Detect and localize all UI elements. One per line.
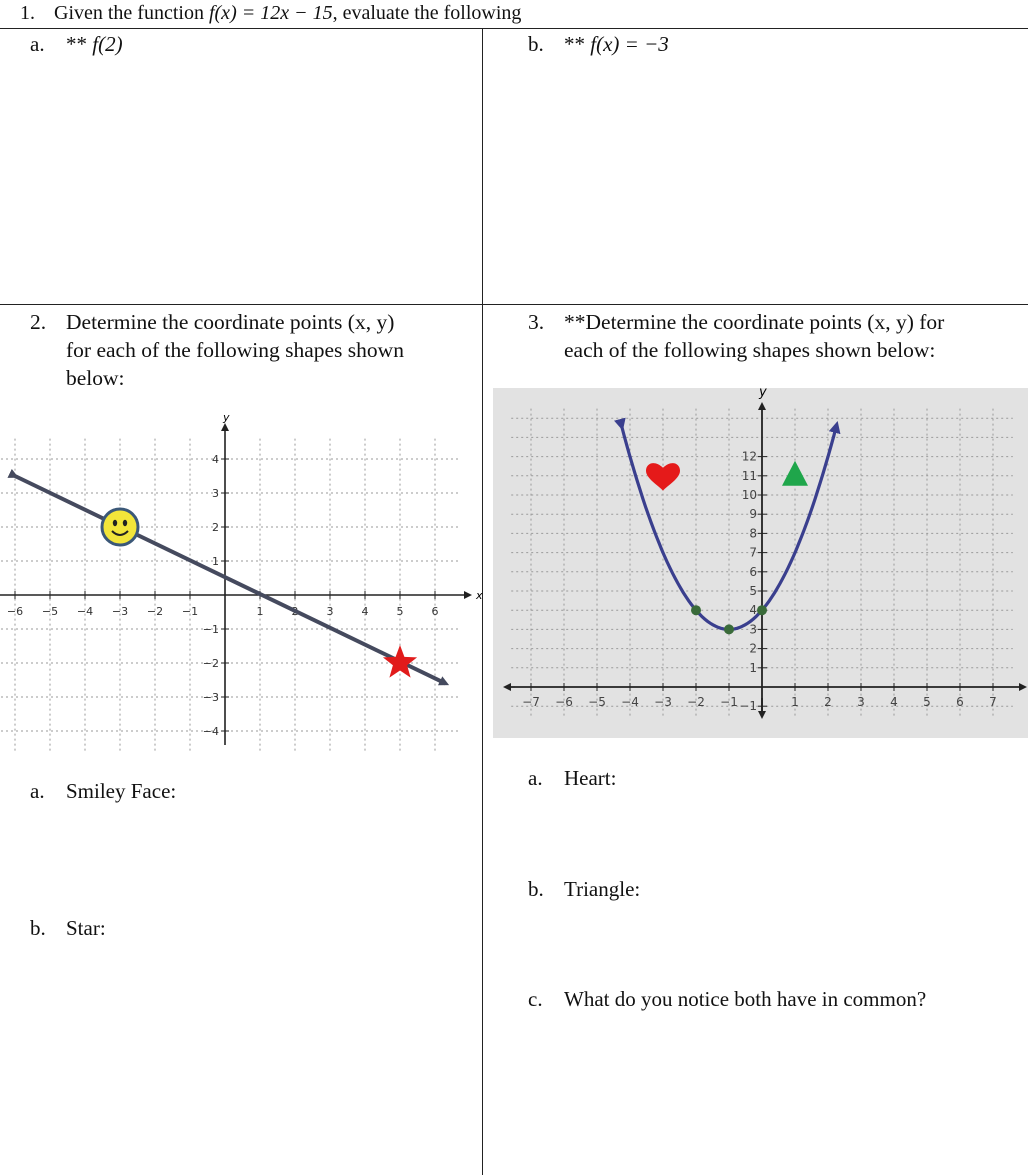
q3-x-tick-label: −4: [621, 695, 639, 709]
q1-part-b-prefix: **: [564, 32, 585, 56]
q3-y-tick-label: 2: [749, 641, 757, 656]
q3-graph: [493, 385, 1028, 738]
q3-x-tick-label: −3: [654, 695, 672, 709]
q3-y-tick-label: 12: [741, 449, 757, 464]
q2-x-tick-label: −4: [76, 605, 94, 618]
q2-part-b: [30, 916, 106, 941]
q2-x-tick-label: −2: [146, 605, 164, 618]
q2-y-tick-label: −3: [202, 691, 219, 704]
q3-x-tick-label: 4: [890, 695, 898, 709]
q2-y-tick-label: 2: [212, 521, 219, 534]
q2-y-tick-label: −1: [202, 623, 219, 636]
q2-part-b-label: b.: [30, 916, 46, 940]
q2-x-tick-label: 5: [396, 605, 404, 618]
q3-part-a-label: a.: [528, 766, 543, 790]
q3-x-tick-label: 3: [857, 695, 865, 709]
q2-x-tick-label: −5: [41, 605, 59, 618]
q3-x-tick-label: −5: [588, 695, 606, 709]
q1-part-a-math: f(2): [92, 32, 123, 56]
q2-text-line-2: for each of the following shapes shown: [66, 338, 404, 362]
q1-part-a: [30, 32, 123, 57]
q3-part-b-text: Triangle:: [564, 877, 641, 901]
q1-part-b-math: f(x) = −3: [590, 32, 669, 56]
q1-part-b: [528, 32, 669, 57]
q2-linear-function: [15, 476, 446, 683]
q3-x-tick-label: 5: [923, 695, 931, 709]
q2-y-tick-label: −2: [202, 657, 219, 670]
q3-x-tick-label: −1: [720, 695, 738, 709]
q3-y-tick-label: 10: [741, 488, 757, 502]
q2-x-tick-label: 1: [256, 605, 264, 618]
q2-x-tick-label: −1: [181, 605, 199, 618]
q3-number: 3.: [528, 310, 545, 334]
q3-x-tick-label: 2: [824, 695, 832, 709]
q3-part-a: [528, 766, 616, 791]
q1-title-prefix: Given the function: [54, 2, 209, 24]
q2-y-tick-label: 1: [212, 555, 219, 568]
q3-y-tick-label: 11: [741, 468, 757, 483]
q3-text-line-2: each of the following shapes shown below:: [564, 338, 936, 362]
q1-part-a-prefix: **: [66, 32, 87, 56]
q1-part-a-label: a.: [30, 32, 45, 56]
q2-number: 2.: [30, 310, 47, 334]
q3-text-line-1: **Determine the coordinate points (x, y) for: [564, 310, 945, 334]
q3-y-tick-label: −1: [739, 699, 757, 714]
q3-y-tick-label: 1: [749, 660, 757, 675]
q3-y-tick-label: 5: [749, 584, 757, 598]
q3-plotted-point: [691, 605, 701, 615]
q3-x-tick-label: −7: [522, 695, 540, 709]
smiley-face-icon: [102, 509, 138, 545]
q1-header-rule: [0, 28, 1028, 29]
q3-part-c-label: c.: [528, 987, 543, 1011]
q2-x-tick-label: −6: [6, 605, 24, 618]
q2-part-b-text: Star:: [66, 916, 106, 940]
q2-part-a-text: Smiley Face:: [66, 779, 177, 803]
q3-y-tick-label: 9: [749, 507, 757, 522]
q2-y-axis-label: y: [223, 411, 230, 424]
q2-text-line-1: Determine the coordinate points (x, y): [66, 310, 395, 334]
q2-x-tick-label: 4: [361, 605, 369, 618]
q2-prompt: [30, 308, 470, 392]
q3-x-tick-label: −6: [555, 695, 573, 709]
q2-x-axis-label: x: [476, 589, 483, 602]
q3-graph-background: [493, 388, 1028, 738]
q3-y-tick-label: 6: [749, 564, 757, 579]
q3-x-tick-label: 1: [791, 695, 799, 709]
q3-plotted-point: [757, 605, 767, 615]
q2-x-tick-label: 6: [431, 605, 439, 618]
q3-part-b-label: b.: [528, 877, 544, 901]
q2-text-line-3: below:: [66, 366, 125, 390]
q2-part-a-label: a.: [30, 779, 45, 803]
q3-y-tick-label: 7: [749, 545, 757, 560]
q2-y-tick-label: −4: [202, 725, 219, 738]
q3-plotted-point: [724, 624, 734, 634]
q1-function-math: f(x) = 12x − 15: [208, 2, 333, 24]
q2-y-tick-label: 4: [212, 453, 219, 466]
q1-bottom-rule: [0, 304, 1028, 305]
q3-x-tick-label: 7: [989, 695, 997, 709]
q2-x-tick-label: −3: [111, 605, 129, 618]
q3-y-tick-label: 8: [749, 526, 757, 541]
q2-y-tick-label: 3: [212, 487, 219, 500]
q2-x-tick-label: 3: [326, 605, 334, 618]
q3-x-tick-label: 6: [956, 695, 964, 709]
q2-part-a: [30, 779, 176, 804]
q3-part-b: [528, 877, 640, 902]
q1-title-suffix: , evaluate the following: [332, 2, 522, 24]
q3-prompt: [528, 308, 1023, 364]
q3-part-c: [528, 987, 926, 1012]
q2-graph: [0, 405, 483, 750]
q3-y-tick-label: 4: [749, 603, 757, 618]
q3-x-tick-label: −2: [687, 695, 705, 709]
q1-part-b-label: b.: [528, 32, 544, 56]
q1-title: [20, 2, 521, 25]
star-icon: [383, 645, 417, 678]
q3-y-tick-label: 3: [749, 622, 757, 637]
q3-part-a-text: Heart:: [564, 766, 617, 790]
q3-y-axis-label: y: [759, 385, 767, 400]
q3-part-c-text: What do you notice both have in common?: [564, 987, 927, 1011]
q1-number: 1.: [20, 2, 35, 24]
